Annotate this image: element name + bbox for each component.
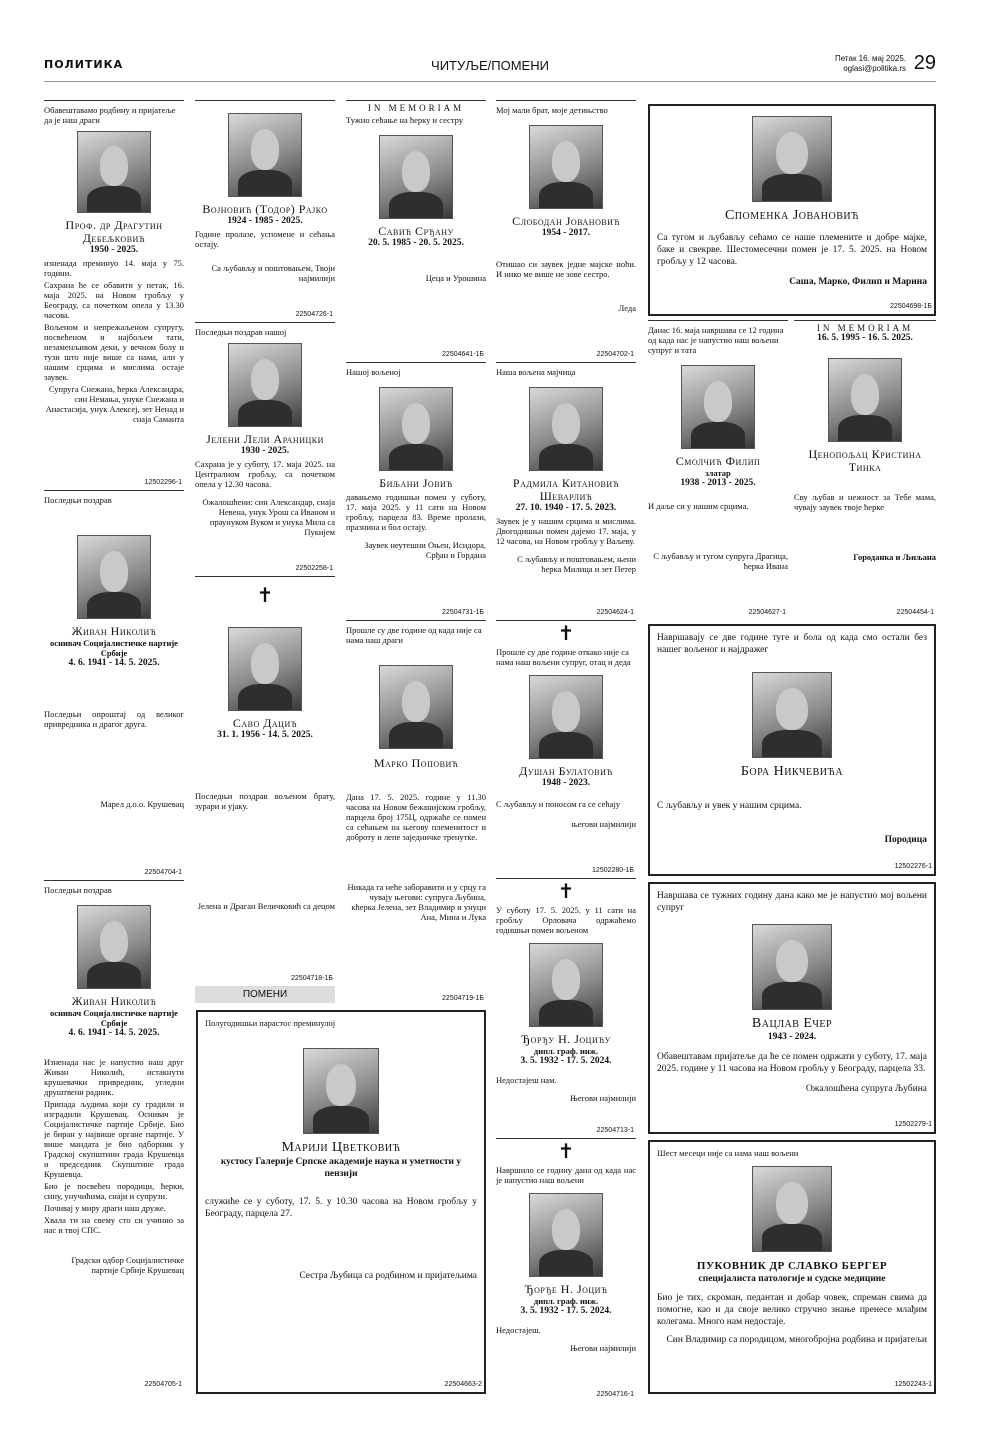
obituary-sevarlic: Нашa вољена мајчица Радмила Китановић Шеварлић 27. 10. 1940 - 17. 5. 2023. Заувек је у нашим срцима и мислима. Двогодишњи помен дајемо 17. маја, у 12 часова, на Новом гробљу у Ваљеву. С љубављу и поштовањем, њени ћерка Милица и зет Петер 22504624-1	[496, 362, 636, 620]
deceased-name: Марко Поповић	[373, 756, 459, 770]
ad-code: 22504454-1	[896, 609, 934, 616]
portrait-photo	[529, 943, 603, 1027]
portrait-photo	[828, 358, 902, 442]
portrait-photo	[379, 665, 453, 749]
obituary-cvetkovic: Полугодишњи парастос преминулој Марији Цветковић кустосу Галерије Српске академије наука и уметности у пензији служиће се у суботу, 17. 5. у 10.30 часова на Новом гробљу у Београду, парцела 27. Сестра Љубица са родбином и пријатељима 22504663-2	[196, 1010, 486, 1394]
deceased-name: Живан Николић	[71, 994, 157, 1008]
deceased-name: Слободан Јовановић	[512, 214, 620, 228]
deceased-name: Марији Цветковић	[281, 1140, 401, 1155]
ad-code: 22504704-1	[144, 869, 182, 876]
ad-code: 12502279-1	[894, 1121, 932, 1128]
obituary-jovic: Нашој вољеној Биљани Јовић давањемо годишњи помен у суботу, 17. маја 2025. у 11 сати на Новом гробљу, парцела 83. Време пролази, празнина и бол остају. Заувек неутешни Оњен, Исидора, Срђан и Гордана 22504731-1Б	[346, 362, 486, 620]
deceased-name: Споменка Јовановић	[724, 208, 860, 223]
column-1	[44, 100, 184, 1392]
obituary-jovanovic-slobodan: Мој мали брат, моје детињство Слободан Јовановић 1954 - 2017. Отишао си заувек једне мајске ноћи. И нико ме више не зове сестро. Леда 22504702-1	[496, 100, 636, 362]
deceased-name: Биљани Јовић	[379, 476, 453, 490]
deceased-name: Бора Никчевића	[740, 764, 844, 779]
ad-code: 22504713-1	[596, 1127, 634, 1134]
ad-code: 22504627-1	[748, 609, 786, 616]
deceased-name: Ценопољац Кристина Тинка	[808, 447, 922, 474]
obituary-spomenka: Споменка Јовановић Са тугом и љубављу сећамо се наше племените и добре мајке, баке и свекрве. Шестомесечни помен је 17. 5. 2025. на Новом гробљу у 12 часова. Саша, Марко, Филип и Марина 22504698-1Б	[648, 104, 936, 316]
cross-icon: ✝	[557, 1141, 575, 1163]
obituary-popovic: Прошле су две године од када није са нама наш драги Марко Поповић Дана 17. 5. 2025. године у 11.30 часова на Новом бежанијском гробљу, парцела број 175Ц, одржаће се помен са сећањем на његову племенитост и доброту и лепе заједничке тренутке. Никада га неће заборавити и у срцу га чувају његови: супруга Љубина, кћерка Јелена, зет Владимир и унуци Ана, Мина и Лука 22504719-1Б	[346, 620, 486, 1006]
ad-code: 12502280-1Б	[592, 867, 634, 874]
obituary-jocic-2: ✝ Навршило се годину дана од када нас је напустио наш вољени Ђорђе Н. Јоцић дипл. граф. инж. 3. 5. 1932 - 17. 5. 2024. Недостајеш. Његови најмилији 22504716-1	[496, 1138, 636, 1402]
portrait-photo	[529, 675, 603, 759]
ad-code: 22504698-1Б	[890, 303, 932, 310]
obituary-savic: IN MEMORIAM Тужно сећање на ћерку и сестру Савић Срђану 20. 5. 1985 - 20. 5. 2025. Цеца и Урошина 22504641-1Б	[346, 100, 486, 362]
portrait-photo	[228, 113, 302, 197]
obituary-nikcevic: Навршавају се две године туге и бола од када смо остали без нашег вољеног и најдражег Бора Никчевића С љубављу и увек у нашим срцима. Породица 12502276-1	[648, 624, 936, 876]
obituary-berger: Шест месеци није са нама наш вољени ПУКОВНИК ДР СЛАВКО БЕРГЕР специјалиста патологије и судске медицине Био је тих, скроман, педантан и добар човек, спреман свима да помогне, као и да своје велико стручно знање пренесе млађим колегама. Много нам недостаје. Син Владимир са породицом, многобројна родбина и пријатељи 12502243-1	[648, 1140, 936, 1394]
ad-code: 12502276-1	[894, 863, 932, 870]
obituary-dacic: ✝ Саво Дацић 31. 1. 1956 - 14. 5. 2025. Последњи поздрав вољеном брату, зурари и ујаку. Јелена и Драган Величковић са децом 22504718-1Б	[195, 576, 335, 986]
obituary-bulatovic: ✝ Прошле су две године откако није са нама наш вољени супруг, отац и деда Душан Булатовић 1948 - 2023. С љубављу и поносом га се сећају његови најмилији 12502280-1Б	[496, 620, 636, 878]
section-title: ЧИТУЉЕ/ПОМЕНИ	[431, 58, 549, 73]
portrait-photo	[752, 1166, 832, 1252]
deceased-name: Радмила Китановић Шеварлић	[512, 476, 620, 503]
pomeni-section-label: ПОМЕНИ	[195, 986, 335, 1003]
portrait-photo	[228, 627, 302, 711]
portrait-photo	[77, 535, 151, 619]
obituary-jocic-1: ✝ У суботу 17. 5. 2025. у 11 сати на гробљу Орловача одржаћемо годишњи помен вољеном Ђорђу Н. Јоцићу дипл. граф. инж. 3. 5. 1932 - 17. 5. 2024. Недостајеш нам. Његови најмилији 22504713-1	[496, 878, 636, 1138]
deceased-name: Вацлав Ечер	[751, 1016, 833, 1031]
ad-code: 12502296-1	[144, 479, 182, 486]
ad-code: 22502258-1	[295, 565, 333, 572]
ad-code: 22504702-1	[596, 351, 634, 358]
cross-icon: ✝	[557, 623, 575, 645]
cross-icon: ✝	[557, 881, 575, 903]
deceased-name: ПУКОВНИК ДР СЛАВКО БЕРГЕР	[696, 1260, 888, 1272]
header-date: Петак 16. мај 2025. oglasi@politika.rs	[835, 54, 906, 73]
deceased-name: Проф. др Драгутин Дебељковић	[65, 218, 163, 245]
cross-icon: ✝	[256, 585, 274, 607]
portrait-photo	[77, 905, 151, 989]
deceased-name: Савић Срђану	[378, 224, 454, 238]
ad-code: 12502243-1	[894, 1381, 932, 1388]
obituary-vojnovic: Војновић (Тодор) Рајко 1924 - 1985 - 2025. Године пролазе, успомене и сећања остају. Са љубављу и поштовањем, Твоји најмилији 22504726-1	[195, 100, 335, 322]
portrait-photo	[77, 131, 151, 213]
obituary-cenopoljac: IN MEMORIAM 16. 5. 1995 - 16. 5. 2025. Ценопољац Кристина Тинка Сву љубав и нежност за Тебе мама, чувају заувек твоје ћерке Городанка и Љиљана 22504454-1	[794, 320, 936, 620]
deceased-name: Ђорђе Н. Јоцић	[524, 1282, 608, 1296]
ad-code: 22504624-1	[596, 609, 634, 616]
newspaper-logo: ПОЛИТИКА	[44, 58, 124, 71]
ad-code: 22504716-1	[596, 1391, 634, 1398]
deceased-name: Смолчић Филип	[675, 454, 761, 468]
portrait-photo	[228, 343, 302, 427]
portrait-photo	[529, 1193, 603, 1277]
ad-code: 22504719-1Б	[442, 995, 484, 1002]
obituary-debeljkovic: Обавештавамо родбину и пријатеље да је наш драги Проф. др Драгутин Дебељковић 1950 - 2025. изненада преминуо 14. маја у 75. години. Сахрана ће се обавити у петак, 16. маја 2025. на Новом гробљу у Београду, са почетком опела у 13.30 часова. Вољеном и непрежаљеном супругу, посвећеном и најбољем тати, незаменљивом деки, у вечном болу и тузи што није више са нама, али у нашим срцима и мислима остаје заувек. Супруга Снежана, ћерка Александра, син Немања, унуке Снежана и Анастасија, унук Алексеј, зет Ненад и снаја Саманта 12502296-1	[44, 100, 184, 490]
obituary-nikolic-2: Последњи поздрав Живан Николић оснивач Социјалистичке партије Србије 4. 6. 1941 - 14. 5. 2025. Изненада нас је напустио наш друг Живан Николић, истакнути крушевачки привредник, угледни друштвени радник. Припада људима који су градили и изградили Крушевац. Оснивач је Социјалистичке партије Србије. Био је биран у највише органе партије. У више мандата је био одборник у Градској скупштини града Крушевца и председник Скупштине града Крушевца. Био је посвећен породици, ћерки, сину, унучићима, снаји и супрузи. Почивај у миру драги наш друже. Хвала ти на свему сто си учинио за нас и твој СПС. Градски одбор Социјалистичке партије Србије Крушевац 22504705-1	[44, 880, 184, 1392]
ad-code: 22504718-1Б	[291, 975, 333, 982]
portrait-photo	[752, 116, 832, 202]
deceased-name: Јелени Лели Араницки	[206, 432, 324, 446]
page-header	[44, 52, 936, 82]
deceased-name: Душан Булатовић	[519, 764, 613, 778]
page-number: 29	[913, 52, 936, 74]
portrait-photo	[681, 365, 755, 449]
column-4	[496, 100, 636, 1402]
portrait-photo	[379, 387, 453, 471]
obituary-ecer: Навршава се тужних годину дана како ме је напустио мој вољени супруг Вацлав Ечер 1943 - 2024. Обавештавам пријатеље да ће се помен одржати у суботу, 17. маја 2025. године у 11 часова на Новом гробљу у Београду, парцела 33. Ожалошћена супруга Љубина 12502279-1	[648, 882, 936, 1134]
portrait-photo	[529, 387, 603, 471]
deceased-name: Саво Дацић	[232, 716, 298, 730]
ad-code: 22504641-1Б	[442, 351, 484, 358]
portrait-photo	[379, 135, 453, 219]
portrait-photo	[752, 924, 832, 1010]
ad-code: 22504705-1	[144, 1381, 182, 1388]
ad-code: 22504726-1	[295, 311, 333, 318]
column-3	[346, 100, 486, 1006]
obituary-aranicki: Последњи поздрав нашој Јелени Лели Араницки 1930 - 2025. Сахрана је у суботу, 17. маја 2025. на Централном гробљу, са почетком опела у 12.30 часова. Ожалошћени: син Александар, снаја Невена, унук Урош са Иваном и праунуком Вуком и унука Мила са Пукијем 22502258-1	[195, 322, 335, 576]
ad-code: 22504663-2	[444, 1381, 482, 1388]
portrait-photo	[529, 125, 603, 209]
deceased-name: Ђорђу Н. Јоцићу	[521, 1032, 611, 1046]
ad-code: 22504731-1Б	[442, 609, 484, 616]
portrait-photo	[752, 672, 832, 758]
obituary-nikolic-1: Последњи поздрав Живан Николић оснивач Социјалистичке партије Србије 4. 6. 1941 - 14. 5. 2025. Последњи опроштај од великог привредника и драгог друга. Марел д.о.о. Крушевац 22504704-1	[44, 490, 184, 880]
column-2	[195, 100, 335, 1003]
deceased-name: Војновић (Тодор) Рајко	[202, 202, 328, 216]
deceased-name: Живан Николић	[71, 624, 157, 638]
portrait-photo	[303, 1048, 379, 1134]
obituary-smolcic: Данас 16. маја навршава се 12 година од када нас је напустио наш вољени супруг и тата Смолчић Филип златар 1938 - 2013 - 2025. И даље си у нашим срцима. С љубављу и тугом супруга Драгица, ћерка Ивана 22504627-1	[648, 320, 788, 620]
